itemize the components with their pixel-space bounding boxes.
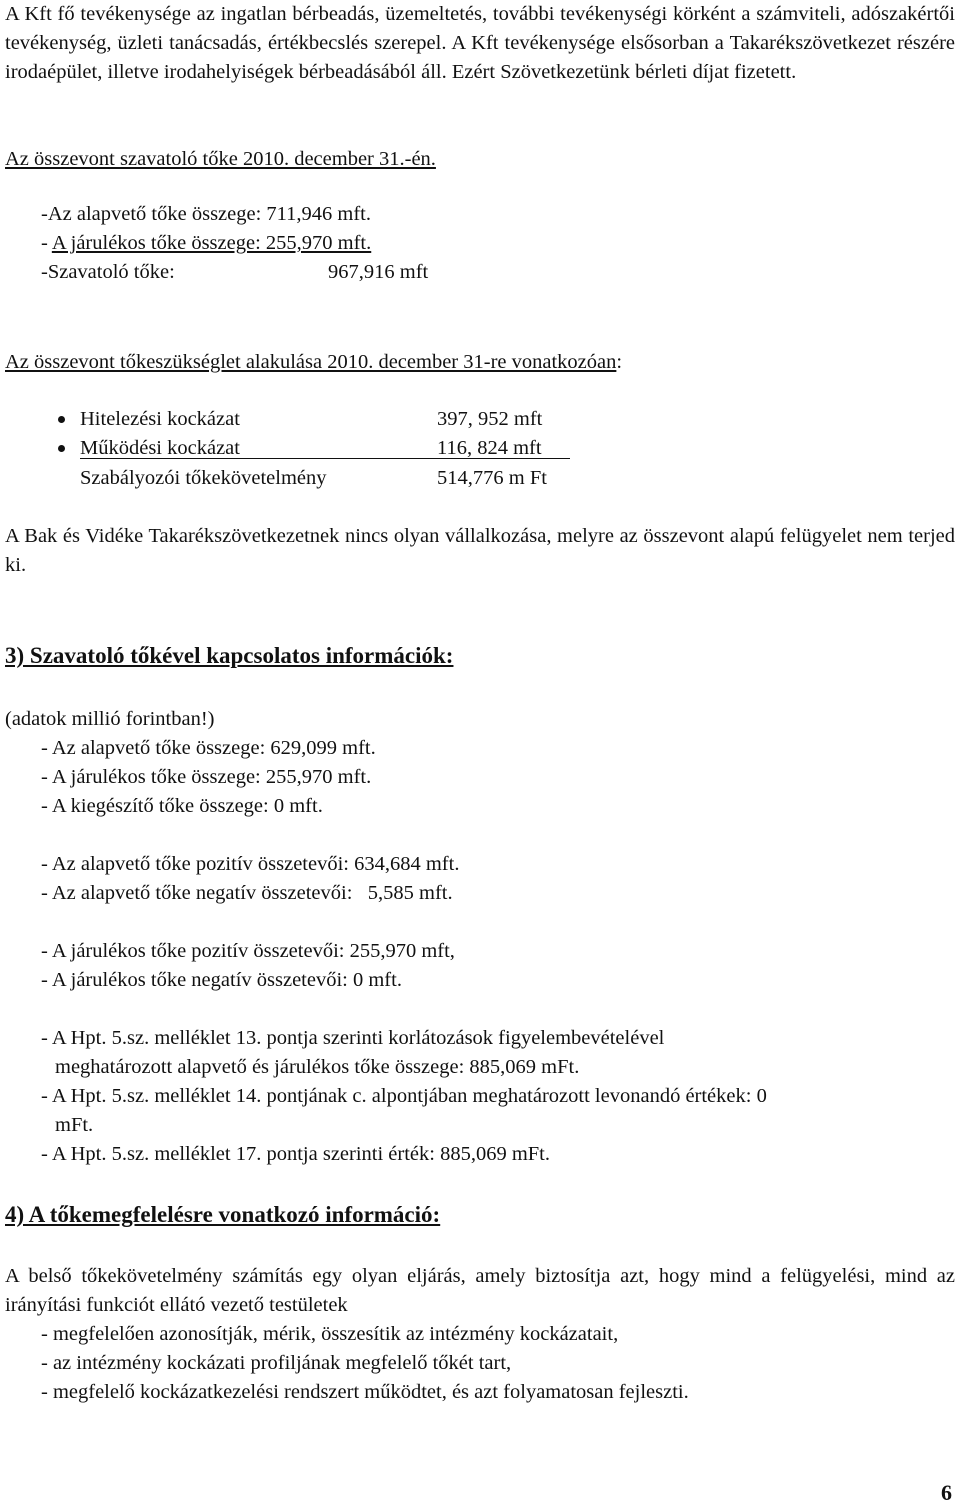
s3-hpt13-line: - A Hpt. 5.sz. melléklet 13. pontja szerinti korlátozások figyelembevételével <box>41 1027 665 1049</box>
s3-supplementary-capital: - A járulékos tőke összege: 255,970 mft. <box>41 766 372 788</box>
own-funds-value: 967,916 mft <box>328 261 429 283</box>
own-funds-label: -Szavatoló tőke: <box>41 261 175 283</box>
credit-risk-value: 397, 952 mft <box>437 408 543 430</box>
s3-ancillary-capital: - A kiegészítő tőke összege: 0 mft. <box>41 795 323 817</box>
intro-paragraph: A Kft fő tevékenysége az ingatlan bérbeadás, üzemeltetés, további tevékenységi körként a számviteli, adószakértői tevékenység, üzleti tanácsadás, értékbecslés szerepel. A Kft tevékenysége elsősorban a Takarékszövetkezet részére irodaépület, illetve irodahelyiségek bérbeadásából áll. Ezért Szövetkezetünk bérleti díjat fizetett. <box>5 3 955 83</box>
capital-requirement-heading-colon: : <box>616 351 623 373</box>
section4-paragraph: A belső tőkekövetelmény számítás egy olyan eljárás, amely biztosítja azt, hogy mind a felügyelési, mind az irányítási funkciót ellátó vezető testületek <box>5 1265 955 1316</box>
regulatory-requirement-label: Szabályozói tőkekövetelmény <box>80 467 327 489</box>
section3-title: 3) Szavatoló tőkével kapcsolatos információk: <box>5 643 454 668</box>
credit-risk-label: Hitelezési kockázat <box>80 405 240 434</box>
operational-risk-value: 116, 824 mft <box>437 437 542 459</box>
core-capital-line: -Az alapvető tőke összege: 711,946 mft. <box>41 203 371 225</box>
supplementary-capital-prefix: - <box>41 232 52 254</box>
supplementary-capital-text: A járulékos tőke összege: 255,970 mft. <box>51 232 372 254</box>
regulatory-requirement-value: 514,776 m Ft <box>437 467 547 489</box>
s3-hpt13-cont: meghatározott alapvető és járulékos tőke összege: 885,069 mFt. <box>55 1056 580 1078</box>
capital-requirement-heading <box>5 348 622 377</box>
s3-hpt17-line: - A Hpt. 5.sz. melléklet 17. pontja szerinti érték: 885,069 mFt. <box>41 1143 551 1165</box>
section3-note: (adatok millió forintban!) <box>5 708 215 730</box>
s3-hpt14-cont: mFt. <box>55 1114 94 1136</box>
s3-supp-negative: - A járulékos tőke negatív összetevői: 0 mft. <box>41 969 402 991</box>
s4-item-profile: - az intézmény kockázati profiljának megfelelő tőkét tart, <box>41 1352 512 1374</box>
s3-supp-positive: - A járulékos tőke pozitív összetevői: 255,970 mft, <box>41 940 455 962</box>
bak-note-paragraph: A Bak és Vidéke Takarékszövetkezetnek nincs olyan vállalkozása, melyre az összevont alapú felügyelet nem terjed ki. <box>5 525 955 576</box>
s4-item-system: - megfelelő kockázatkezelési rendszert működtet, és azt folyamatosan fejleszti. <box>41 1381 689 1403</box>
s4-item-identify: - megfelelően azonosítják, mérik, összesítik az intézmény kockázatait, <box>41 1323 619 1345</box>
s3-core-negative: - Az alapvető tőke negatív összetevői: 5,585 mft. <box>41 882 453 904</box>
consolidated-capital-heading: Az összevont szavatoló tőke 2010. december 31.-én. <box>5 148 436 170</box>
s3-core-positive: - Az alapvető tőke pozitív összetevői: 634,684 mft. <box>41 853 460 875</box>
section4-title: 4) A tőkemegfelelésre vonatkozó információ: <box>5 1202 441 1227</box>
operational-risk-label: Működési kockázat <box>80 434 240 463</box>
page-number: 6 <box>941 1480 952 1505</box>
s3-hpt14-line: - A Hpt. 5.sz. melléklet 14. pontjának c. alpontjában meghatározott levonandó értékek: 0 <box>41 1085 767 1107</box>
capital-requirement-heading-text: Az összevont tőkeszükséglet alakulása 2010. december 31-re vonatkozóan <box>5 351 617 373</box>
s3-core-capital: - Az alapvető tőke összege: 629,099 mft. <box>41 737 376 759</box>
supplementary-capital-line <box>41 229 371 258</box>
operational-risk-underline <box>80 458 570 459</box>
